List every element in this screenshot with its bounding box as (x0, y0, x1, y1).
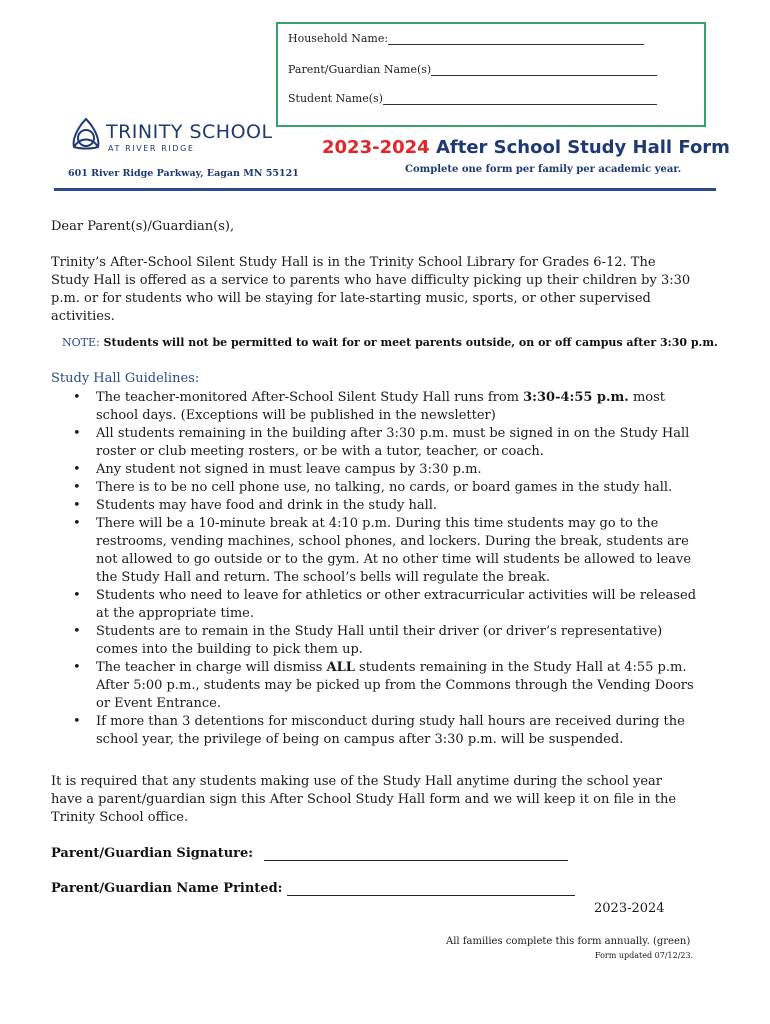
header-divider (54, 188, 716, 191)
guideline-text: All students remaining in the building after 3:30 p.m. must be signed in on the Study Hall roster or club meeting rosters, or be with a tutor, teacher, or coach. (96, 426, 690, 459)
parent-names-input-line[interactable] (431, 65, 657, 76)
guideline-text: Any student not signed in must leave campus by 3:30 p.m. (96, 462, 482, 477)
guideline-text: most school days. (Exceptions will be published in the newsletter) (96, 390, 666, 423)
guidelines-list (51, 389, 701, 749)
signature-field[interactable] (51, 846, 568, 861)
guideline-text: Students who need to leave for athletics or other extracurricular activities will be released at the appropriate time. (96, 588, 697, 621)
guideline-text: Students may have food and drink in the study hall. (96, 498, 438, 513)
printed-name-input-line[interactable] (287, 883, 575, 896)
student-names-label: Student Name(s) (288, 92, 383, 105)
list-item (51, 659, 701, 713)
household-name-field[interactable] (288, 32, 644, 45)
closing-paragraph: It is required that any students making use of the Study Hall anytime during the school year have a parent/guardian sign this After School Study Hall form and we will keep it on file in the Trinity School office. (51, 774, 677, 825)
form-title (322, 137, 730, 158)
guideline-text: There will be a 10-minute break at 4:10 p.m. During this time students may go to the restrooms, vending machines, school phones, and lockers. During the break, students are not allowed to go outside or to the gym. At no other time will students be allowed to leave the Study Hall and return. The school’s bells will regulate the break. (96, 516, 692, 585)
printed-name-label: Parent/Guardian Name Printed: (51, 881, 283, 896)
household-info-box (276, 22, 706, 127)
signature-input-line[interactable] (264, 848, 568, 861)
form-title-year: 2023-2024 (322, 137, 430, 158)
list-item (51, 479, 701, 497)
list-item (51, 389, 701, 425)
list-item (51, 623, 701, 659)
parent-names-label: Parent/Guardian Name(s) (288, 63, 432, 76)
note-label: NOTE: (62, 336, 100, 349)
guideline-text: Students are to remain in the Study Hall until their driver (or driver’s representative) comes into the building to pick them up. (96, 624, 663, 657)
form-title-text: After School Study Hall Form (435, 137, 730, 158)
note-text: Students will not be permitted to wait for or meet parents outside, on or off campus after 3:30 p.m. (99, 336, 718, 349)
household-name-input-line[interactable] (388, 34, 644, 45)
greeting: Dear Parent(s)/Guardian(s), (51, 219, 235, 234)
signature-label: Parent/Guardian Signature: (51, 846, 254, 861)
list-item (51, 587, 701, 623)
guideline-text: students remaining in the Study Hall at 4:55 p.m. After 5:00 p.m., students may be picked up from the Commons through the Vending Doors or Event Entrance. (96, 660, 694, 711)
guideline-text: The teacher in charge will dismiss (96, 660, 327, 675)
printed-name-field[interactable] (51, 881, 575, 896)
list-item (51, 425, 701, 461)
school-address: 601 River Ridge Parkway, Eagan MN 55121 (68, 168, 299, 179)
trinity-knot-logo-icon (68, 117, 104, 155)
guideline-text: There is to be no cell phone use, no talking, no cards, or board games in the study hall. (96, 480, 673, 495)
guideline-text: The teacher-monitored After-School Silent Study Hall runs from (96, 390, 524, 405)
form-subtitle: Complete one form per family per academic year. (405, 164, 682, 175)
guideline-bold-text: 3:30-4:55 p.m. (523, 390, 629, 405)
parent-names-field[interactable] (288, 63, 657, 76)
list-item (51, 515, 701, 587)
school-subtitle: AT RIVER RIDGE (108, 144, 195, 153)
student-names-input-line[interactable] (383, 94, 657, 105)
list-item (51, 461, 701, 479)
guideline-text: If more than 3 detentions for misconduct during study hall hours are received during the school year, the privilege of being on campus after 3:30 p.m. will be suspended. (96, 714, 685, 747)
footer-year: 2023-2024 (594, 901, 665, 916)
guidelines-heading: Study Hall Guidelines: (51, 371, 200, 386)
list-item (51, 497, 701, 515)
list-item (51, 713, 701, 749)
student-names-field[interactable] (288, 92, 657, 105)
household-name-label: Household Name: (288, 32, 389, 45)
footer-note: All families complete this form annually. (green) (446, 936, 691, 947)
footer-updated: Form updated 07/12/23. (595, 951, 694, 960)
guideline-bold-text: ALL (326, 660, 355, 675)
intro-paragraph: Trinity’s After-School Silent Study Hall is in the Trinity School Library for Grades 6-12. The Study Hall is offered as a service to parents who have difficulty picking up their children by 3:30 p.m. or for students who will be staying for late-starting music, sports, or other supervised activities. (51, 255, 691, 324)
school-name: TRINITY SCHOOL (106, 121, 273, 143)
note-line (62, 336, 718, 349)
